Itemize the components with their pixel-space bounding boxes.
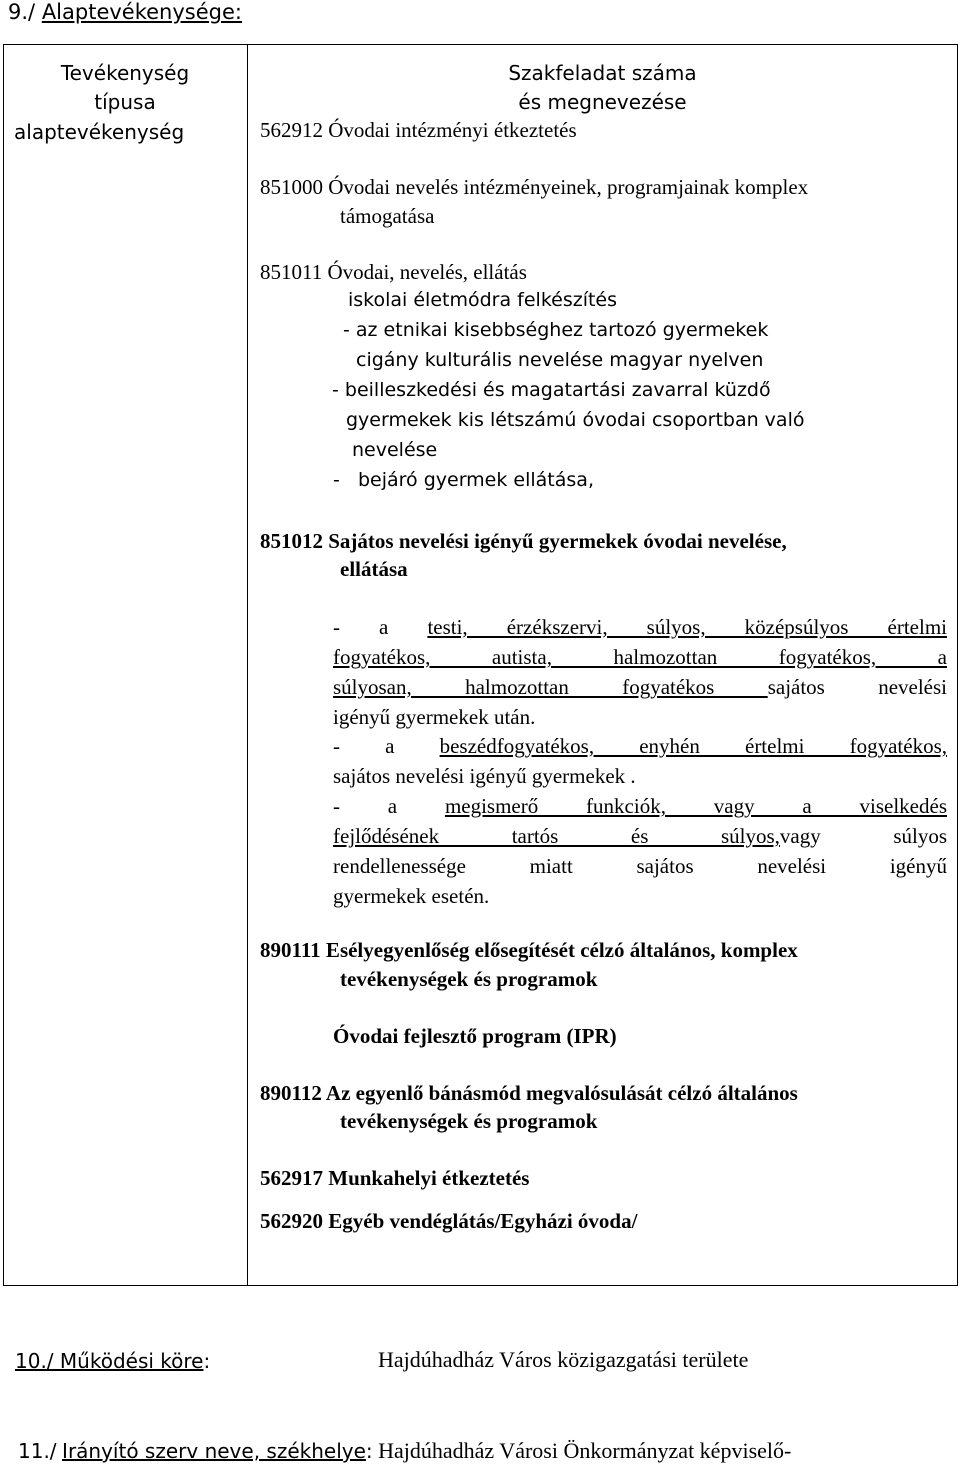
header-activity-type [3,59,247,117]
entry-562912: 562912 Óvodai intézményi étkeztetés [260,118,577,142]
section-9-heading [8,0,242,24]
row-type-label: alaptevékenység [14,120,185,144]
entry-ipr: Óvodai fejlesztő program (IPR) [333,1024,617,1048]
entry-851012-line-1: 851012 Sajátos nevelési igényű gyermekek óvodai nevelése, [260,529,787,553]
p1-l1-prefix: - a [333,615,428,639]
p2-l1-prefix: - a [333,734,440,758]
entry-851011-line-4: cigány kulturális nevelése magyar nyelven [356,349,764,371]
p3-l1-prefix: - a [333,794,445,818]
section-11-value: Hajdúhadház Városi Önkormányzat képviselő- [372,1438,792,1463]
section-10-value: Hajdúhadház Város közigazgatási területe [378,1347,749,1372]
p3-l1-underlined: megismerő funkciók, vagy a viselkedés [444,794,947,818]
sen-paragraph-2 [333,731,947,791]
table-top-border [3,44,958,45]
p1-l3-rest: sajátos nevelési [767,675,947,699]
entry-851011-line-2: iskolai életmódra felkészítés [348,289,618,311]
table-column-divider [247,44,248,1286]
header-left-line-1: Tevékenység [60,61,190,85]
entry-890112-line-2: tevékenységek és programok [340,1109,598,1133]
table-right-border [957,44,958,1286]
p1-l4: igényű gyermekek után. [333,705,536,729]
entry-851011-line-3: - az etnikai kisebbséghez tartozó gyermekek [343,319,769,341]
header-right-line-2: és megnevezése [518,90,687,114]
p2-l1-underlined: beszédfogyatékos, enyhén értelmi fogyatékos, [439,734,947,758]
entry-890111-line-2: tevékenységek és programok [340,967,598,991]
entry-851011-line-1: 851011 Óvodai, nevelés, ellátás [260,260,527,284]
header-task-number-name [248,59,957,117]
entry-851000-line-1: 851000 Óvodai nevelés intézményeinek, programjainak komplex [260,175,809,199]
entry-851012-line-2: ellátása [340,557,408,581]
p2-l2: sajátos nevelési igényű gyermekek . [333,764,636,788]
table-left-border [3,44,4,1286]
entry-890112-line-1: 890112 Az egyenlő bánásmód megvalósulását célzó általános [260,1081,798,1105]
entry-851011-line-8: - bejáró gyermek ellátása, [333,469,594,491]
section-10-title: Működési köre [53,1349,204,1373]
section-9-title: Alaptevékenysége: [41,0,242,24]
entry-851000-line-2: támogatása [340,204,435,228]
p1-l1-underlined: testi, érzékszervi, súlyos, középsúlyos értelmi [427,615,947,639]
p1-l3-underlined: súlyosan, halmozottan fogyatékos [333,675,768,699]
p3-l3: rendellenessége miatt sajátos nevelési igényű [333,854,947,878]
section-11-colon: : [365,1439,373,1463]
sen-paragraph-1 [333,612,947,732]
section-11-number: 11./ [18,1439,57,1463]
header-left-line-2: típusa [94,90,156,114]
section-11-title: Irányító szerv neve, székhelye [62,1439,366,1463]
entry-851011-line-7: nevelése [352,439,438,461]
section-11-heading [18,1438,791,1464]
section-10-colon: : [203,1349,211,1373]
section-9-number: 9./ [8,0,36,24]
sen-paragraph-3 [333,791,947,911]
p3-l2-rest: vagy súlyos [779,824,947,848]
p1-l2: fogyatékos, autista, halmozottan fogyatékos, a [333,645,947,669]
table-bottom-border [3,1285,958,1286]
header-right-line-1: Szakfeladat száma [508,61,697,85]
p3-l4: gyermekek esetén. [333,884,490,908]
entry-851011-line-5: - beilleszkedési és magatartási zavarral küzdő [332,379,771,401]
entry-562920: 562920 Egyéb vendéglátás/Egyházi óvoda/ [260,1209,638,1233]
section-10-heading [15,1349,210,1373]
entry-851011-line-6: gyermekek kis létszámú óvodai csoportban való [346,409,805,431]
entry-890111-line-1: 890111 Esélyegyenlőség elősegítését célzó általános, komplex [260,938,798,962]
section-10-number: 10./ [15,1349,54,1373]
p3-l2-underlined: fejlődésének tartós és súlyos, [333,824,780,848]
entry-562917: 562917 Munkahelyi étkeztetés [260,1166,530,1190]
